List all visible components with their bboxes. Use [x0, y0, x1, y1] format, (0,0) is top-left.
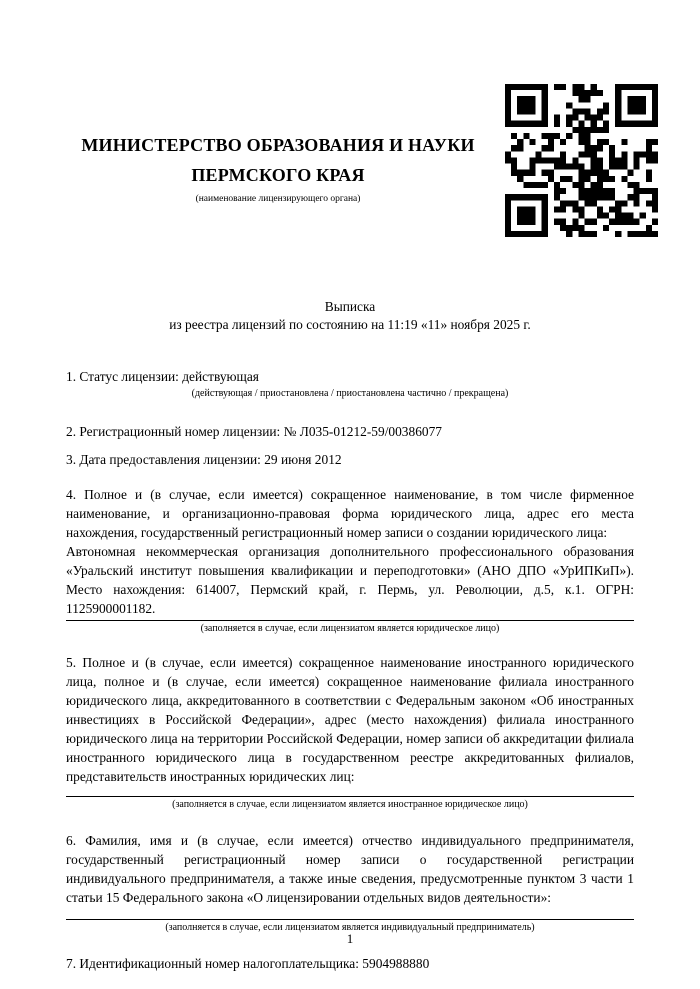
legal-entity-fill-line — [66, 620, 634, 621]
item-taxpayer-number: 7. Идентификационный номер налогоплательщика: 5904988880 — [66, 956, 430, 971]
issuer-name-line1: МИНИСТЕРСТВО ОБРАЗОВАНИЯ И НАУКИ — [81, 135, 475, 155]
item-foreign-entity-label: 5. Полное и (в случае, если имеется) сокращенное наименование иностранного юридического лица, полное и (в случае, если имеется) сокращенное наименование филиала иностранного юридического лица, аккредитованного в соответствии с Федеральным законом «Об иностранных инвестициях в Российской Федерации», адрес (место нахождения) филиала иностранного юридического лица на территории Российской Федерации, номер записи об аккредитации филиала иностранного юридического лица в государственном реестре аккредитованных филиалов, представительств иностранных юридических лиц: — [66, 655, 634, 784]
item-registration-number: 2. Регистрационный номер лицензии: № Л035-01212-59/00386077 — [66, 424, 442, 439]
issuer-caption: (наименование лицензирующего органа) — [195, 194, 361, 204]
entrepreneur-fill-line — [66, 919, 634, 920]
document-title-line2: из реестра лицензий по состоянию на 11:19 «11» ноября 2025 г. — [169, 316, 531, 332]
item-legal-entity-caption: (заполняется в случае, если лицензиатом является юридическое лицо) — [200, 623, 500, 634]
item-foreign-entity-caption: (заполняется в случае, если лицензиатом является иностранное юридическое лицо) — [172, 799, 528, 810]
document-title-line1: Выписка — [324, 299, 376, 314]
item-license-status: 1. Статус лицензии: действующая — [66, 369, 259, 384]
page-number: 1 — [346, 931, 354, 946]
item-legal-entity-value: Автономная некоммерческая организация дополнительного профессионального образования «Уральский институт повышения квалификации и переподготовки» (АНО ДПО «УрИПКиП»). Место нахождения: 614007, Пермский край, г. Пермь, ул. Революции, д.5, к.1. ОГРН: 1125900001182. — [66, 544, 634, 616]
item-grant-date: 3. Дата предоставления лицензии: 29 июня 2012 — [66, 452, 342, 467]
item-entrepreneur-label: 6. Фамилия, имя и (в случае, если имеется) отчество индивидуального предпринимателя, государственный регистрационный номер записи о государственной регистрации индивидуального предпринимателя, а также иные сведения, предусмотренные пунктом 3 части 1 статьи 15 Федерального закона «О лицензировании отдельных видов деятельности»: — [66, 833, 634, 905]
item-license-status-caption: (действующая / приостановлена / приостановлена частично / прекращена) — [191, 388, 509, 399]
document-title — [66, 298, 634, 333]
item-legal-entity-label: 4. Полное и (в случае, если имеется) сокращенное наименование, в том числе фирменное наименование, и организационно-правовая форма юридического лица, адрес его места нахождения, государственный регистрационный номер записи о создании юридического лица: — [66, 487, 634, 540]
qr-code-icon — [505, 84, 658, 237]
item-entrepreneur-caption: (заполняется в случае, если лицензиатом является индивидуальный предприниматель) — [165, 922, 535, 933]
issuer-block — [66, 130, 490, 204]
foreign-entity-fill-line — [66, 796, 634, 797]
issuer-name-line2: ПЕРМСКОГО КРАЯ — [191, 165, 365, 185]
